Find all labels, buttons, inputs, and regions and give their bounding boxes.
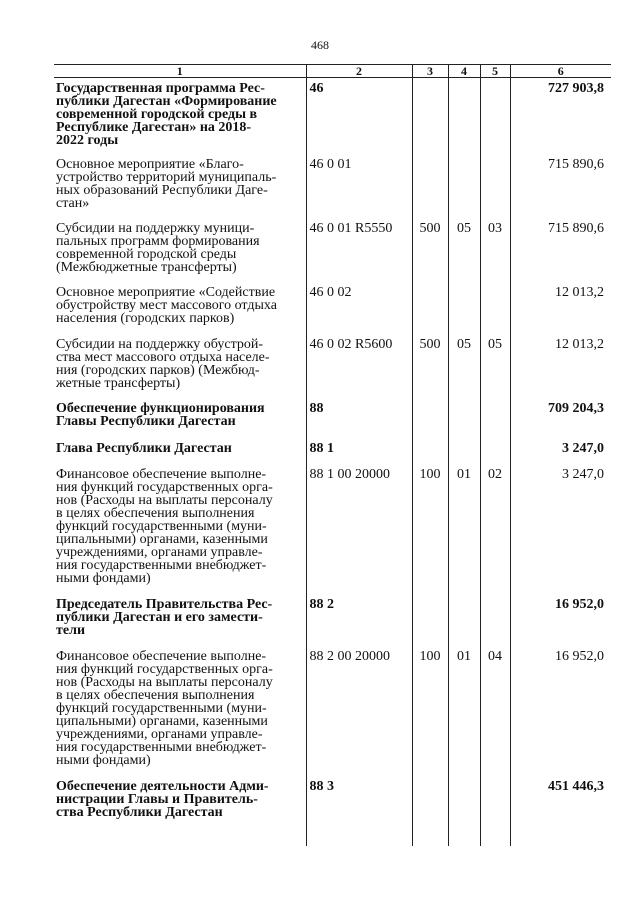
row-code: 46 0 02 xyxy=(306,282,412,334)
row-subsection xyxy=(480,78,510,154)
row-name: Субсидии на поддержку муници- пальных программ формирования современной городской среды (Межбюджетные трансферты) xyxy=(56,220,260,275)
row-amount: 451 446,3 xyxy=(510,776,611,846)
header-col-4: 4 xyxy=(448,65,480,78)
row-amount: 709 204,3 xyxy=(510,398,611,438)
row-subsection: 05 xyxy=(480,334,510,398)
row-code: 46 xyxy=(306,78,412,154)
table-row xyxy=(54,218,611,282)
row-name: Обеспечение функционирования Главы Республики Дагестан xyxy=(56,400,265,429)
row-name: Глава Республики Дагестан xyxy=(56,440,232,456)
table-row xyxy=(54,594,611,646)
header-col-1: 1 xyxy=(54,65,306,78)
row-subsection: 03 xyxy=(480,218,510,282)
row-expense-type: 500 xyxy=(412,218,448,282)
row-name: Финансовое обеспечение выполне- ния функций государственных орга- нов (Расходы на выплаты персоналу в целях обеспечения выполнения функций государственными (муни- ципальными) органами, казенными учреждениями, органами управле- ния государственными внебюджет- ными фондами) xyxy=(56,648,273,768)
table-row xyxy=(54,78,611,154)
row-amount: 16 952,0 xyxy=(510,594,611,646)
row-code: 88 2 xyxy=(306,594,412,646)
row-subsection: 04 xyxy=(480,646,510,776)
row-name: Основное мероприятие «Благо- устройство территорий муниципаль- ных образований Республики Даге- стан» xyxy=(56,156,277,211)
row-subsection xyxy=(480,438,510,464)
row-expense-type xyxy=(412,78,448,154)
row-section xyxy=(448,776,480,846)
row-expense-type xyxy=(412,438,448,464)
row-subsection: 02 xyxy=(480,464,510,594)
table-header xyxy=(54,65,611,78)
table-row xyxy=(54,776,611,846)
row-amount: 3 247,0 xyxy=(510,464,611,594)
row-expense-type: 100 xyxy=(412,464,448,594)
row-section xyxy=(448,594,480,646)
row-code: 88 xyxy=(306,398,412,438)
row-amount: 16 952,0 xyxy=(510,646,611,776)
row-expense-type xyxy=(412,776,448,846)
row-section: 05 xyxy=(448,218,480,282)
table-row xyxy=(54,438,611,464)
row-expense-type xyxy=(412,154,448,218)
row-code: 46 0 01 xyxy=(306,154,412,218)
row-amount: 715 890,6 xyxy=(510,218,611,282)
header-col-3: 3 xyxy=(412,65,448,78)
row-name: Обеспечение деятельности Адми- нистрации Главы и Правитель- ства Республики Дагестан xyxy=(56,778,269,820)
table-row xyxy=(54,464,611,594)
row-section: 01 xyxy=(448,646,480,776)
row-subsection xyxy=(480,776,510,846)
row-subsection xyxy=(480,154,510,218)
row-expense-type xyxy=(412,594,448,646)
table-row xyxy=(54,398,611,438)
row-amount: 3 247,0 xyxy=(510,438,611,464)
header-col-5: 5 xyxy=(480,65,510,78)
row-subsection xyxy=(480,282,510,334)
row-expense-type xyxy=(412,282,448,334)
row-section xyxy=(448,282,480,334)
row-amount: 727 903,8 xyxy=(510,78,611,154)
row-amount: 715 890,6 xyxy=(510,154,611,218)
row-name: Финансовое обеспечение выполне- ния функций государственных орга- нов (Расходы на выплаты персоналу в целях обеспечения выполнения функций государственными (муни- ципальными) органами, казенными учреждениями, органами управле- ния государственными внебюджет- ными фондами) xyxy=(56,466,273,586)
header-col-6: 6 xyxy=(510,65,611,78)
table-body xyxy=(54,78,611,846)
table-row xyxy=(54,334,611,398)
row-subsection xyxy=(480,398,510,438)
row-name: Государственная программа Рес- публики Дагестан «Формирование современной городской среды в Республике Дагестан» на 2018- 2022 годы xyxy=(56,81,277,148)
table-row xyxy=(54,282,611,334)
table-row xyxy=(54,154,611,218)
row-expense-type: 500 xyxy=(412,334,448,398)
row-amount: 12 013,2 xyxy=(510,282,611,334)
row-name: Субсидии на поддержку обустрой- ства мест массового отдыха населе- ния (городских парков) (Межбюд- жетные трансферты) xyxy=(56,336,270,391)
table-row xyxy=(54,646,611,776)
row-section: 01 xyxy=(448,464,480,594)
row-code: 46 0 02 R5600 xyxy=(306,334,412,398)
row-section xyxy=(448,438,480,464)
row-section: 05 xyxy=(448,334,480,398)
row-expense-type xyxy=(412,398,448,438)
row-section xyxy=(448,398,480,438)
header-col-2: 2 xyxy=(306,65,412,78)
page-number: 468 xyxy=(311,38,329,52)
row-code: 88 1 xyxy=(306,438,412,464)
row-subsection xyxy=(480,594,510,646)
budget-table xyxy=(54,64,611,846)
row-code: 88 1 00 20000 xyxy=(306,464,412,594)
row-name: Основное мероприятие «Содействие обустройству мест массового отдыха населения (городских парков) xyxy=(56,284,277,326)
row-name: Председатель Правительства Рес- публики Дагестан и его замести- тели xyxy=(56,596,273,638)
row-code: 46 0 01 R5550 xyxy=(306,218,412,282)
row-expense-type: 100 xyxy=(412,646,448,776)
row-section xyxy=(448,78,480,154)
row-amount: 12 013,2 xyxy=(510,334,611,398)
row-code: 88 2 00 20000 xyxy=(306,646,412,776)
row-section xyxy=(448,154,480,218)
row-code: 88 3 xyxy=(306,776,412,846)
